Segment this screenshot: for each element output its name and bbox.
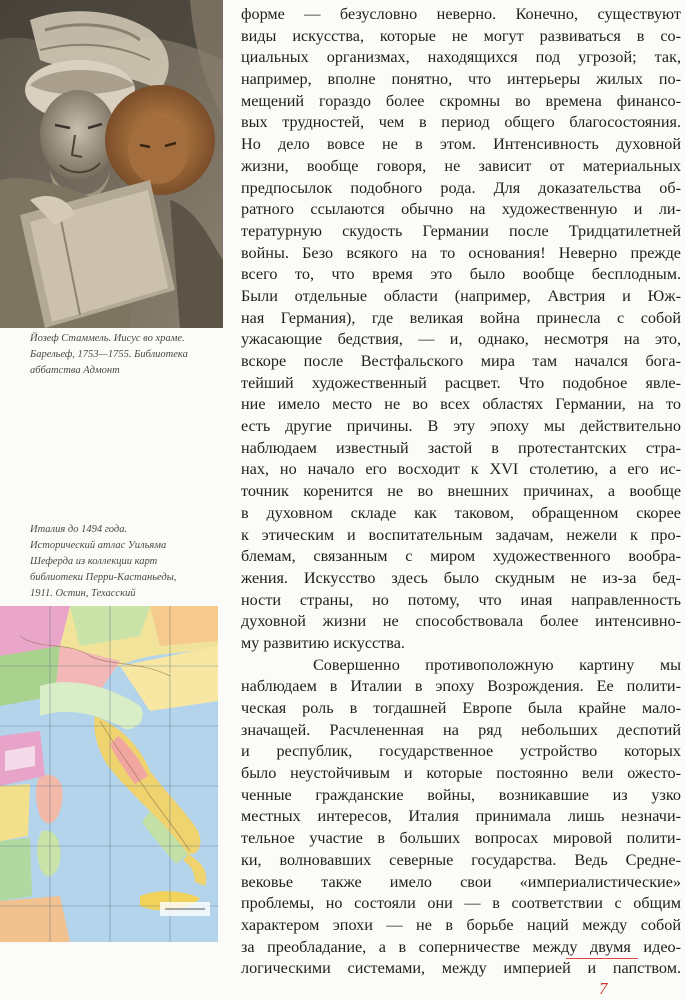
text-line: виды искусства, которые не могут развиваться в со- [241, 26, 681, 45]
bas-relief-photo [0, 0, 223, 328]
text-line: точник коренится не во внешних причинах, а вообще [241, 482, 681, 501]
text-line: циальных организмах, находящихся под угрозой; так, [241, 48, 681, 67]
caption-line: Йозеф Стаммель. Иисус во храме. [30, 333, 185, 344]
text-line: ние имело место не во всех областях Германии, на то [241, 395, 681, 414]
caption-line: библиотеки Перри-Кастаньеды, [30, 572, 177, 583]
bas-relief-image [0, 0, 223, 328]
text-line: было неустойчивым и которые постоянно вели ожесто- [241, 764, 681, 783]
text-line: Были отдельные области (например, Австрия и Юж- [241, 286, 681, 305]
text-line: проблемы, но состояли они — в соответствии с общим [241, 894, 681, 913]
paragraph-first-line: Совершенно противоположную картину мы [313, 655, 681, 674]
text-line: духовной жизни не способствовала более интенсивно- [241, 612, 681, 631]
map-of-italy [0, 606, 218, 942]
text-line: ратного ссылаются обычно на художественную и ли- [241, 200, 681, 219]
text-line: мещений гораздо более скромны во времена финансо- [241, 91, 681, 110]
text-line: Но дело вовсе не в этом. Интенсивность духовной [241, 135, 681, 154]
text-line: характером эпохи — не в борьбе наций между собой [241, 915, 681, 934]
text-line: к этическим и воспитательным задачам, нежели к про- [241, 525, 681, 544]
text-line: за преобладание, а в соперничестве между двумя идео- [241, 937, 681, 956]
photo-caption [30, 331, 220, 379]
text-line: форме — безусловно неверно. Конечно, существуют [241, 5, 681, 23]
caption-line: 1911. Остин, Техасский [30, 588, 136, 599]
text-line: тейший художественный расцвет. Что подобное явле- [241, 373, 681, 392]
italy-map-image [0, 606, 218, 942]
caption-line: Шеферда из коллекции карт [30, 556, 158, 567]
text-line: значащей. Расчлененная на ряд небольших деспотий [241, 720, 681, 739]
text-line: му развитию искусства. [241, 633, 405, 652]
text-line: логическими системами, между империей и папством. [241, 959, 681, 978]
text-line: местных интересов, Италия принимала лишь незначи- [241, 807, 681, 826]
text-line: ности страны, но потому, что иная направленность [241, 590, 681, 609]
text-line: ная Германия), где великая война принесла с собой [241, 308, 681, 327]
text-line: наблюдаем в Италии в эпоху Возрождения. Ее полити- [241, 677, 681, 696]
text-line: предпосылок подобного рода. Для доказательства об- [241, 178, 681, 197]
body-text [241, 4, 681, 980]
text-line: вековье также имело свои «империалистические» [241, 872, 681, 891]
text-line: ужасающие бедствия, — и, однако, несмотря на это, [241, 330, 681, 349]
map-caption [30, 522, 220, 618]
page-number: 7 [599, 979, 608, 998]
text-line: вскоре после Вестфальского мира там начался бога- [241, 352, 681, 370]
text-line: всего то, что время это было вообще бесплодным. [241, 265, 681, 284]
text-line: ческая роль в тогдашней Европе была крайне мало- [241, 699, 681, 717]
text-line: и республик, государственное устройство которых [241, 742, 681, 761]
text-line: например, вполне понятно, что интерьеры жилых по- [241, 70, 681, 89]
text-line: в духовном складе как таковом, обращенном скорее [241, 503, 681, 522]
text-line: вых трудностей, чем в период общего благосостояния. [241, 113, 681, 132]
caption-line: Италия до 1494 года. [30, 524, 128, 535]
text-line: нах, но начало его восходит к XVI столетию, а его ис- [241, 460, 681, 479]
text-line: жения. Искусство здесь было скудным не из-за бед- [241, 568, 681, 587]
text-line: ки, волновавших северные государства. Ведь Средне- [241, 850, 681, 869]
text-line: жизни, вообще говоря, не зависит от материальных [241, 156, 681, 175]
text-line: тературную скудость Германии после Тридцатилетней [241, 221, 681, 240]
text-line: тельное участие в больших вопросах мировой полити- [241, 829, 681, 848]
text-line: войны. Безо всякого на то основания! Неверно прежде [241, 243, 681, 262]
text-line: ченные гражданские войны, возникавшие из узко [241, 785, 681, 804]
caption-line: аббатства Адмонт [30, 365, 120, 376]
text-line: блемам, связанным с миром художественного вообра- [241, 547, 681, 566]
text-line: наблюдаем известный застой в протестантских стра- [241, 438, 681, 457]
caption-line: Исторический атлас Уильяма [30, 540, 167, 551]
page-number-rule [566, 958, 638, 959]
text-line: есть другие причины. В эту эпоху мы действительно [241, 417, 681, 436]
caption-line: Барельеф, 1753—1755. Библиотека [30, 349, 188, 360]
